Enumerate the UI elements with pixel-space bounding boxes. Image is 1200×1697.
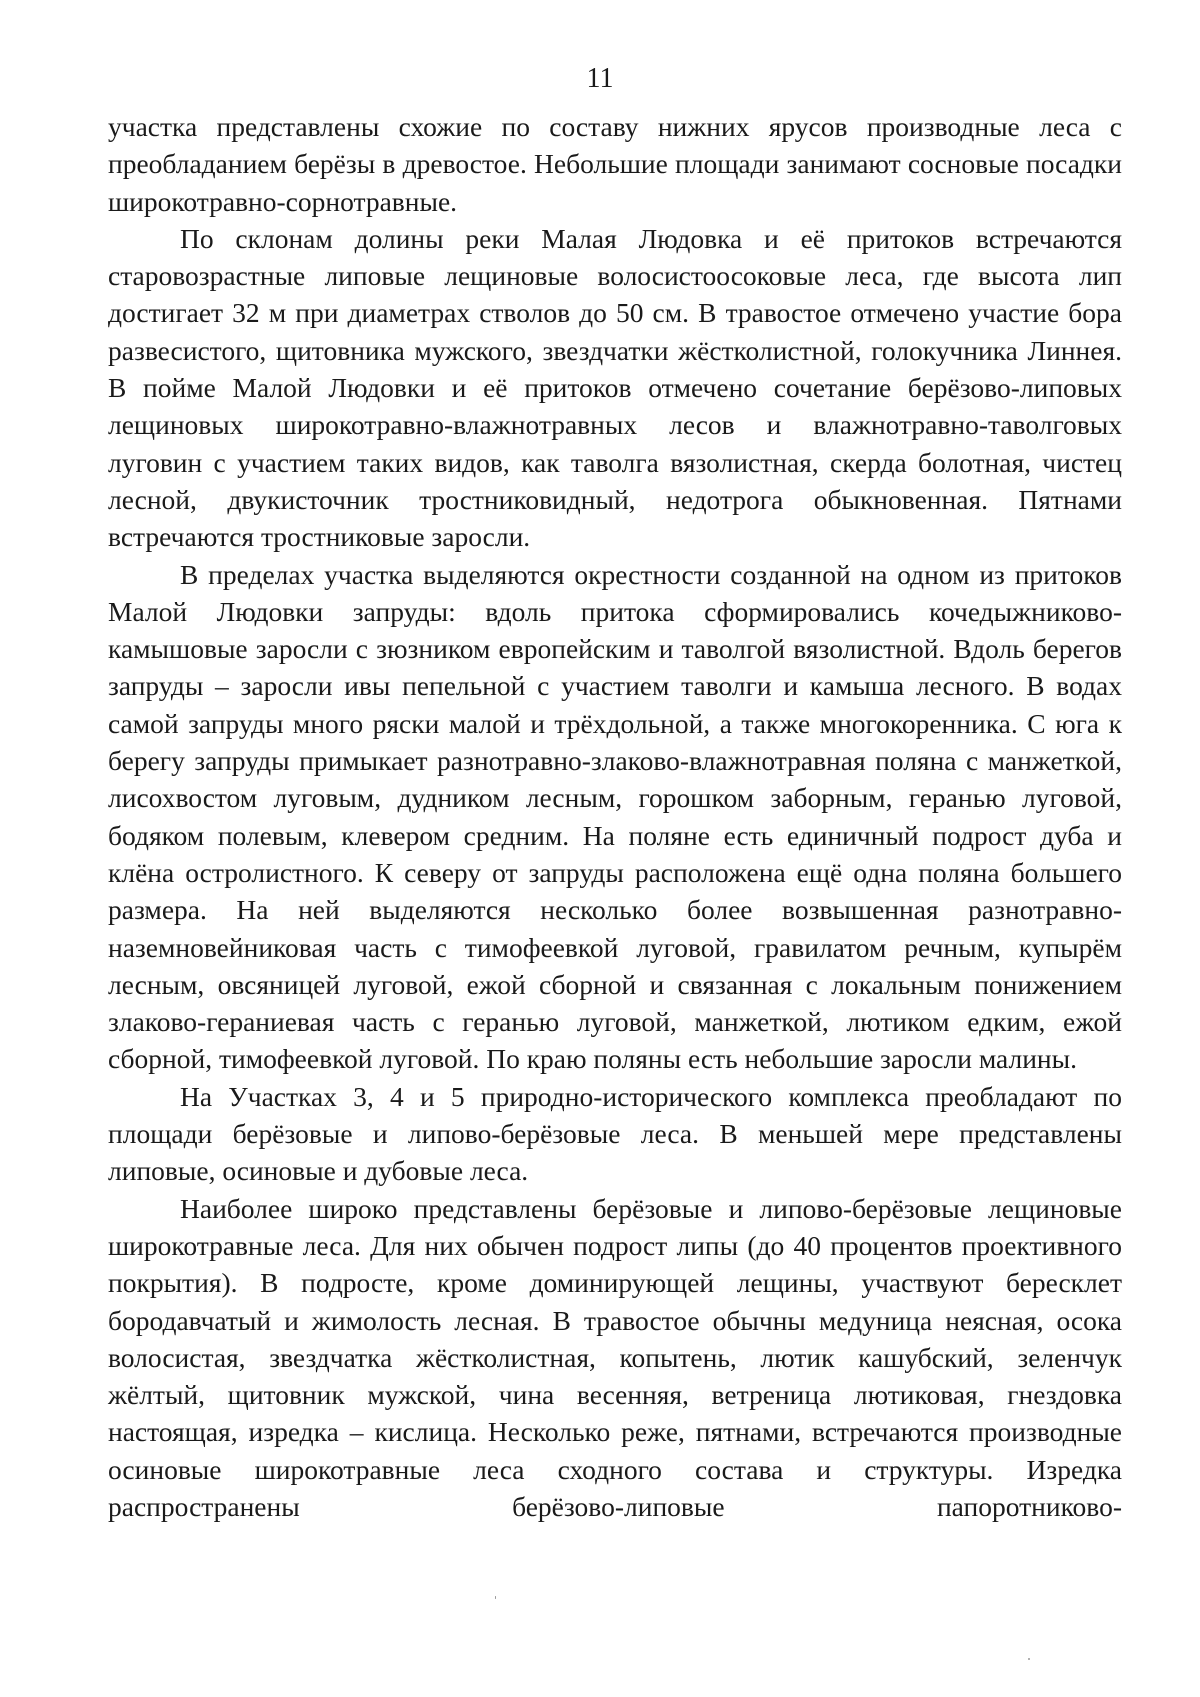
body-text [108,108,1122,1525]
page-number: 11 [586,63,614,94]
paragraph-birch-forests: Наиболее широко представлены берёзовые и липово-берёзовые лещиновые широкотравные леса. Для них обычен подрост липы (до 40 процентов проективного покрытия). В подросте, кроме доминирующей лещины, участвуют бересклет бородавчатый и жимолость лесная. В травостое обычны медуница неясная, осока волосистая, звездчатка жёстколистная, копытень, лютик кашубский, зеленчук жёлтый, щитовник мужской, чина весенняя, ветреница лютиковая, гнездовка настоящая, изредка – кислица. Несколько реже, пятнами, встречаются производные осиновые широкотравные леса сходного состава и структуры. Изредка распространены берёзово-липовые папоротниково- [108,1192,1122,1522]
paragraph-river-slopes: По склонам долины реки Малая Людовка и её притоков встречаются старовозрастные липовые лещиновые волосистоосоковые леса, где высота лип достигает 32 м при диаметрах стволов до 50 см. В травостое отмечено участие бора развесистого, щитовника мужского, звездчатки жёстколистной, голокучника Линнея. В пойме Малой Людовки и её притоков отмечено сочетание берёзово-липовых лещиновых широкотравно-влажнотравных лесов и влажнотравно-таволговых луговин с участием таких видов, как таволга вязолистная, скерда болотная, чистец лесной, двукисточник тростниковидный, недотрога обыкновенная. Пятнами встречаются тростниковые заросли. [108,222,1122,553]
paragraph-continuation: участка представлены схожие по составу нижних ярусов производные леса с преобладанием берёзы в древостое. Небольшие площади занимают сосновые посадки широкотравно-сорнотравные. [108,111,1122,217]
scan-speck [495,1596,496,1599]
paragraph-sites-3-4-5: На Участках 3, 4 и 5 природно-исторического комплекса преобладают по площади берёзовые и липово-берёзовые леса. В меньшей мере представлены липовые, осиновые и дубовые леса. [108,1080,1122,1187]
scan-speck [1028,1658,1030,1660]
paragraph-pond-area: В пределах участка выделяются окрестности созданной на одном из притоков Малой Людовки запруды: вдоль притока сформировались кочедыжниково-камышовые заросли с зюзником европейским и таволгой вязолистной. Вдоль берегов запруды – заросли ивы пепельной с участием таволги и камыша лесного. В водах самой запруды много ряски малой и трёхдольной, а также многокоренника. С юга к берегу запруды примыкает разнотравно-злаково-влажнотравная поляна с манжеткой, лисохвостом луговым, дудником лесным, горошком заборным, геранью луговой, бодяком полевым, клевером средним. На поляне есть единичный подрост дуба и клёна остролистного. К северу от запруды расположена ещё одна поляна большего размера. На ней выделяются несколько более возвышенная разнотравно-наземновейниковая часть с тимофеевкой луговой, гравилатом речным, купырём лесным, овсяницей луговой, ежой сборной и связанная с локальным понижением злаково-гераниевая часть с геранью луговой, манжеткой, лютиком едким, ежой сборной, тимофеевкой луговой. По краю поляны есть небольшие заросли малины. [108,558,1122,1075]
